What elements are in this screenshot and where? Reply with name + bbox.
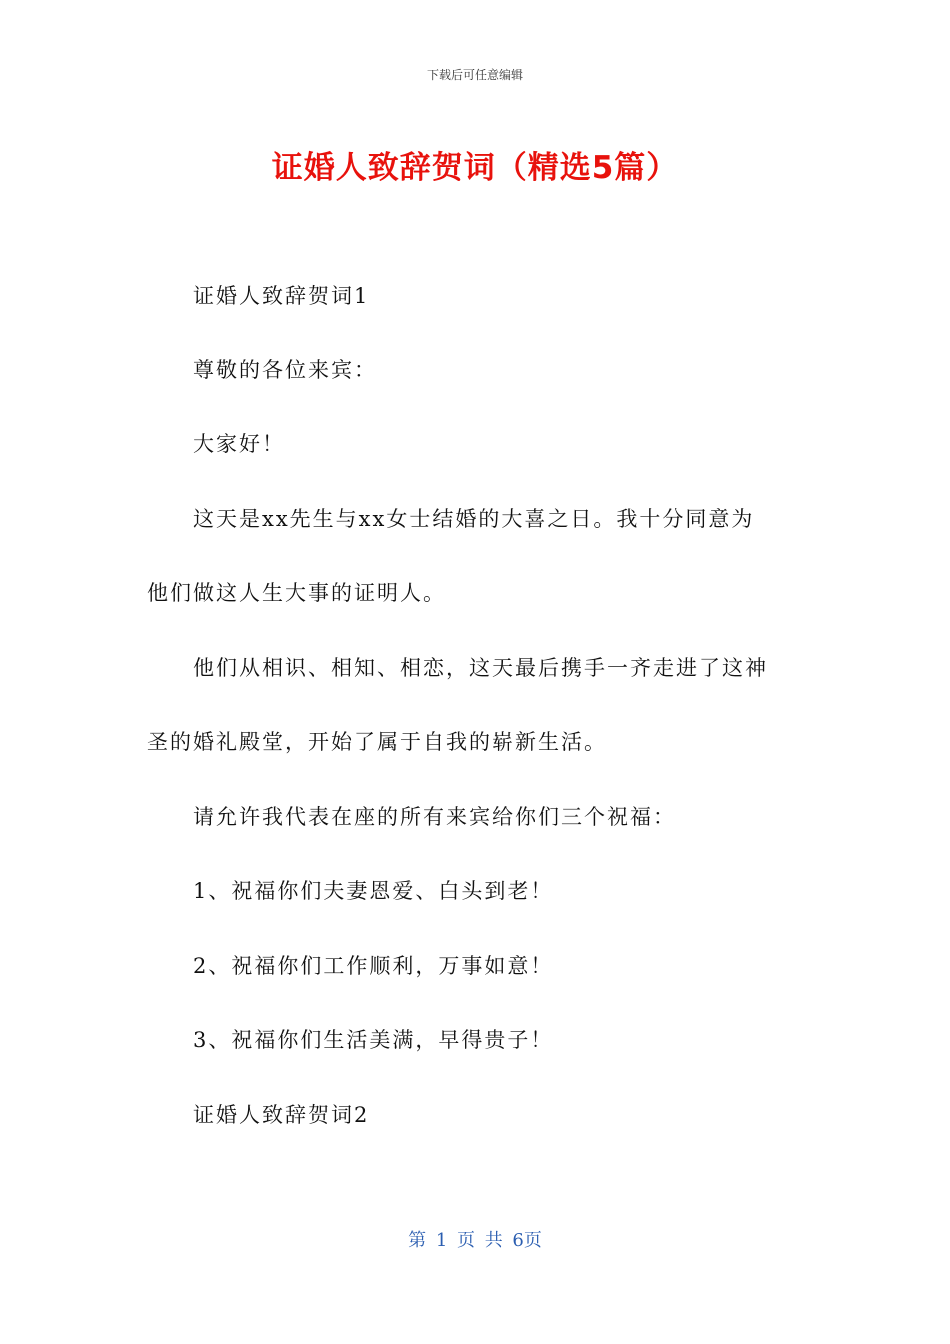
paragraph-line: 他们从相识、相知、相恋，这天最后携手一齐走进了这神 [193, 656, 768, 680]
greeting: 大家好！ [193, 432, 285, 456]
page-number: 第 1 页 共 6页 [408, 1230, 542, 1251]
paragraph-line: 请允许我代表在座的所有来宾给你们三个祝福： [193, 805, 676, 829]
blessing-item: 1、祝福你们夫妻恩爱、白头到老！ [193, 879, 554, 903]
section-heading-2: 证婚人致辞贺词2 [193, 1103, 370, 1127]
section-heading-1: 证婚人致辞贺词1 [193, 284, 370, 308]
blessing-item: 3、祝福你们生活美满，早得贵子！ [193, 1028, 554, 1052]
document-title: 证婚人致辞贺词（精选5篇） [271, 150, 679, 186]
paragraph-line: 他们做这人生大事的证明人。 [147, 581, 446, 605]
paragraph-line: 这天是xx先生与xx女士结婚的大喜之日。我十分同意为 [193, 507, 755, 531]
blessing-item: 2、祝福你们工作顺利，万事如意！ [193, 954, 554, 978]
paragraph-line: 圣的婚礼殿堂，开始了属于自我的崭新生活。 [147, 730, 607, 754]
salutation: 尊敬的各位来宾： [193, 358, 377, 382]
page-header-note: 下载后可任意编辑 [426, 68, 523, 82]
